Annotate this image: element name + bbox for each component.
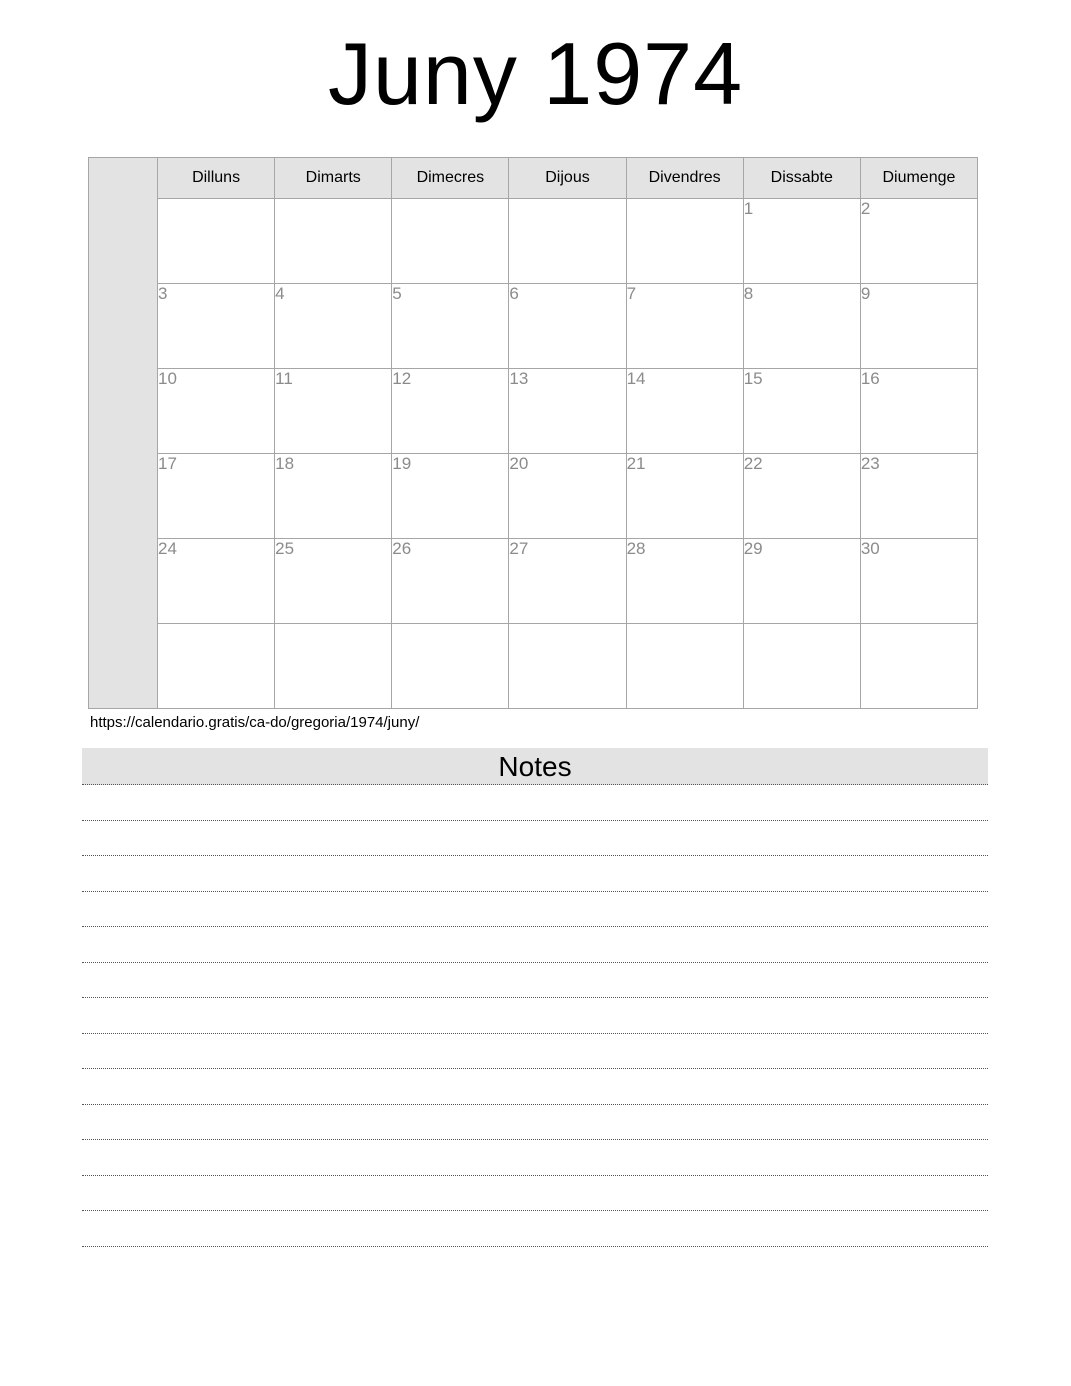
day-cell: 24 [158, 539, 275, 624]
weekday-header-dissabte: Dissabte [743, 158, 860, 199]
notes-lines [82, 785, 988, 1247]
day-cell: 30 [860, 539, 977, 624]
calendar-table [88, 157, 978, 709]
day-cell [392, 624, 509, 709]
note-line [82, 1105, 988, 1141]
weekday-header-dilluns: Dilluns [158, 158, 275, 199]
note-line [82, 963, 988, 999]
day-cell: 22 [743, 454, 860, 539]
day-cell: 9 [860, 284, 977, 369]
weekday-header-dijous: Dijous [509, 158, 626, 199]
notes-header: Notes [82, 748, 988, 785]
week-row [89, 454, 978, 539]
day-cell: 6 [509, 284, 626, 369]
week-row [89, 624, 978, 709]
weekday-header-dimecres: Dimecres [392, 158, 509, 199]
weekday-header-row [89, 158, 978, 199]
day-cell: 3 [158, 284, 275, 369]
day-cell [392, 199, 509, 284]
note-line [82, 1211, 988, 1247]
page-title: Juny 1974 [327, 24, 744, 123]
weekday-header-diumenge: Diumenge [860, 158, 977, 199]
note-line [82, 1034, 988, 1070]
day-cell: 1 [743, 199, 860, 284]
day-cell: 29 [743, 539, 860, 624]
note-line [82, 1176, 988, 1212]
week-row [89, 199, 978, 284]
note-line [82, 1069, 988, 1105]
day-cell: 17 [158, 454, 275, 539]
left-gutter-column [89, 158, 158, 709]
day-cell: 13 [509, 369, 626, 454]
week-row [89, 284, 978, 369]
day-cell: 2 [860, 199, 977, 284]
week-row [89, 369, 978, 454]
note-line [82, 821, 988, 857]
day-cell: 15 [743, 369, 860, 454]
day-cell: 27 [509, 539, 626, 624]
day-cell [626, 199, 743, 284]
day-cell: 11 [275, 369, 392, 454]
day-cell: 26 [392, 539, 509, 624]
day-cell: 21 [626, 454, 743, 539]
day-cell: 5 [392, 284, 509, 369]
day-cell [275, 624, 392, 709]
day-cell [509, 624, 626, 709]
day-cell: 7 [626, 284, 743, 369]
day-cell: 19 [392, 454, 509, 539]
day-cell [158, 199, 275, 284]
day-cell: 28 [626, 539, 743, 624]
day-cell [860, 624, 977, 709]
weekday-header-dimarts: Dimarts [275, 158, 392, 199]
day-cell: 16 [860, 369, 977, 454]
note-line [82, 856, 988, 892]
note-line [82, 927, 988, 963]
day-cell: 8 [743, 284, 860, 369]
day-cell [158, 624, 275, 709]
day-cell: 23 [860, 454, 977, 539]
source-url-text: https://calendario.gratis/ca-do/gregoria/1974/juny/ [90, 714, 420, 731]
day-cell: 25 [275, 539, 392, 624]
note-line [82, 892, 988, 928]
day-cell [275, 199, 392, 284]
day-cell: 20 [509, 454, 626, 539]
note-line [82, 998, 988, 1034]
weekday-header-divendres: Divendres [626, 158, 743, 199]
note-line [82, 785, 988, 821]
day-cell: 18 [275, 454, 392, 539]
day-cell: 4 [275, 284, 392, 369]
note-line [82, 1140, 988, 1176]
day-cell [743, 624, 860, 709]
day-cell [626, 624, 743, 709]
week-row [89, 539, 978, 624]
day-cell: 12 [392, 369, 509, 454]
day-cell [509, 199, 626, 284]
day-cell: 10 [158, 369, 275, 454]
day-cell: 14 [626, 369, 743, 454]
notes-section [82, 748, 988, 1247]
